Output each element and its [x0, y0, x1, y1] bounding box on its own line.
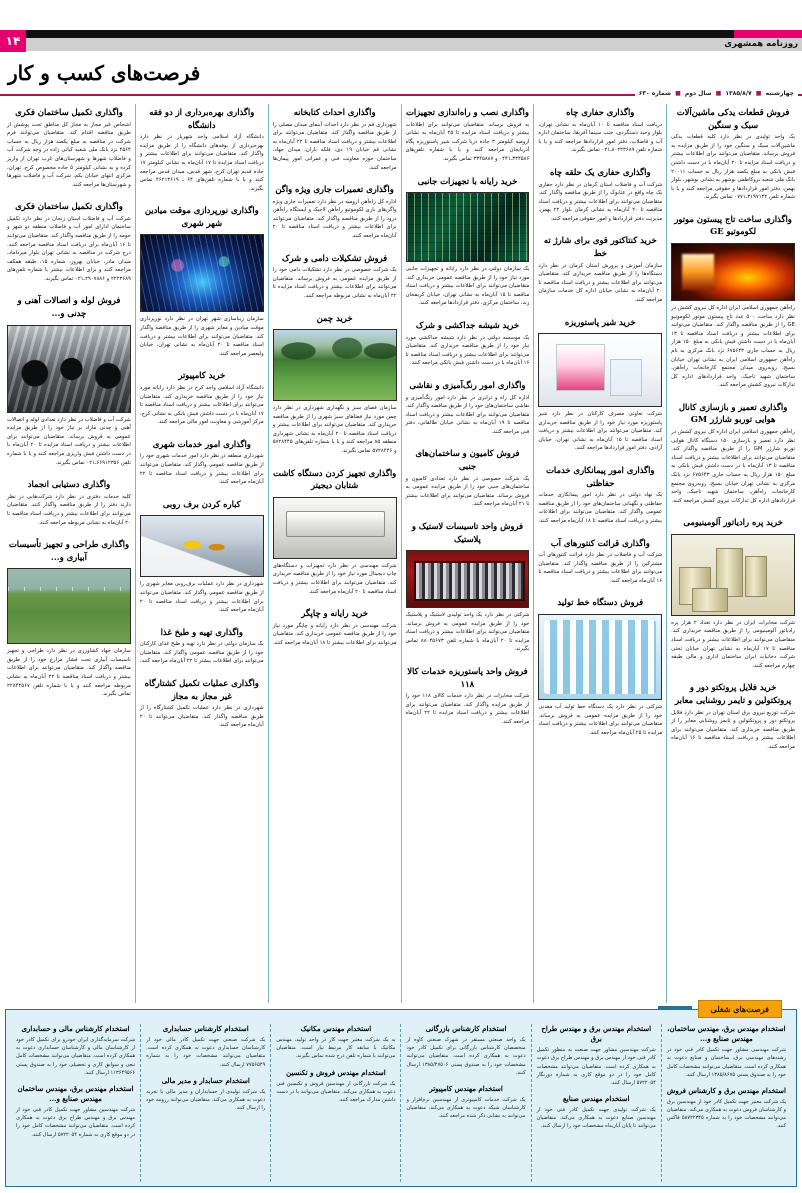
ad-body-text: یک سازمان دولتی در نظر دارد رایانه و تجهیزات جانبی مورد نیاز خود را از طریق مناقصه عمومی خریداری کند. متقاضیان می‌توانند برای اطلاعات بیشتر و دریافت اسناد مناقصه تا ۱۵ آبان‌ماه به نشانی تهران، خیابان کریمخان زند، ساختمان مرکزی، دفتر قراردادها مراجعه کنند.	[405, 266, 530, 307]
masthead-grey-rule	[0, 38, 802, 51]
column-1	[666, 104, 799, 1003]
classified-ad[interactable]	[140, 202, 264, 358]
ad-body-text: اداره کل راه‌آهن ارومیه در نظر دارد تعمیرات جاری ویژه واگن‌های باری لکوموتیو راه‌آهن لاجیک و ایستگاه راه‌آهن درود را از طریق مناقصه واگذار کند. متقاضیان می‌توانند برای اطلاعات بیشتر و دریافت اسناد مناقصه تا ۲۰ آبان‌ماه مراجعه کنند.	[272, 198, 397, 239]
page-number-badge: ۱۴	[0, 30, 26, 52]
job-listing[interactable]	[537, 1024, 656, 1087]
job-body-text: شرکت سرمایه‌گذاری ایران خودرو برای تکمیل کادر خود از کارشناسان مالی و کارشناسان حسابداری دعوت به همکاری کرده است. متقاضیان می‌توانند مشخصات کامل تبعی و سوابق کاری و تحصیلی خود را به صندوق پستی ۱۱۳۶۴۹۵۶۶ ارسال کنند.	[15, 1037, 136, 1076]
job-body-text: یک شرکت خدمات کامپیوتری از مهندسین نرم‌افزار و کارشناسان شبکه دعوت به همکاری می‌کند. متقاضیان می‌توانند به نشانی ذکر شده مراجعه کنند.	[406, 1096, 526, 1120]
printer-image	[274, 498, 396, 558]
job-column-4	[270, 1024, 400, 1182]
dateline-issue: شماره ۶۳۰	[638, 90, 671, 97]
ad-headline: واگذاری عملیات تکمیل کشتارگاه غیر مجاز به مجاز	[144, 678, 259, 701]
classified-ad[interactable]	[7, 104, 131, 189]
classified-ad[interactable]	[406, 663, 530, 727]
job-body-text: شرکت مهندسی مشاور جهت تکمیل کادر فنی خود در رشته‌های مهندسی برق، ساختمان و صنایع دعوت به همکاری کرده است. متقاضیان می‌توانند مشخصات کامل خود را به صندوق پستی ۱۳۸۵/۸۶۷۵ ارسال کنند.	[666, 1047, 786, 1078]
dateline-separator-2: ■	[715, 90, 722, 97]
job-headline: استخدام مهندس فروش و تکنسین	[286, 1067, 386, 1077]
ad-body-text: یک نهاد دولتی در نظر دارد امور پیمانکاری خدمات حفاظتی و نگهبانی ساختمان‌های خود را از طریق مناقصه عمومی واگذار کند. متقاضیان می‌توانند برای اطلاعات بیشتر و دریافت اسناد مناقصه تا ۱۸ آبان‌ماه مراجعه کنند.	[538, 492, 663, 524]
jobs-section-badge: فرصت‌های شغلی	[698, 1000, 782, 1018]
job-column-5	[140, 1024, 270, 1182]
job-headline: استخدام کارشناس بازرگانی	[425, 1024, 507, 1033]
ad-body-text: شرکت مهندسی در نظر دارد تجهیزات و دستگاه‌های چاپ دیجیتال مورد نیاز خود را از طریق مناقصه خریداری کند. متقاضیان می‌توانند برای اطلاعات بیشتر و دریافت اسناد مناقصه تا ۲۰ آبان‌ماه مراجعه کنند.	[272, 562, 397, 595]
job-listing[interactable]	[667, 1024, 786, 1079]
ad-headline: خرید کامپیوتر	[178, 370, 226, 381]
ad-headline: واگذاری امور پیمانکاری خدمات حفاظتی	[546, 465, 655, 488]
article-photo-steel-pipes	[7, 325, 131, 413]
job-body-text: یک شرکت بازرگانی از مهندسین فروش و تکنسین فنی دعوت به همکاری می‌کند. متقاضیان می‌توانند با در دست داشتن مدارک مراجعه کنند.	[276, 1080, 396, 1103]
ad-body-text: دانشگاه آزاد اسلامی واحد کرج در نظر دارد رایانه مورد نیاز خود را از طریق مناقصه خریداری کند. متقاضیان می‌توانند برای اطلاعات بیشتر و دریافت اسناد مناقصه تا ۱۷ آبان‌ماه با در دست داشتن فیش بانکی به نشانی کرج، مرکز آموزشی و معاونت امور مالی مراجعه کنند.	[139, 384, 264, 426]
article-photo-christmas-lights	[140, 234, 264, 312]
job-listing[interactable]	[16, 1084, 135, 1139]
masthead-black-rule	[0, 30, 802, 38]
classified-ad[interactable]	[538, 594, 662, 737]
classified-ad[interactable]	[671, 514, 795, 670]
ad-body-text: سازمان فضای سبز و نگهداری شهرداری در نظر دارد چمن مورد نیاز فضاهای سبز شهری را از طریق مناقصه خریداری کند. متقاضیان می‌توانند برای اطلاعات بیشتر و دریافت اسناد مناقصه تا ۲۰ آبان‌ماه به نشانی شهرداری منطقه ۸۵ مراجعه کنند و یا با شماره تلفن‌های ۵۷۲۸۴۴۵ و ۵۷۲۸۴۴۶ تماس بگیرند.	[272, 405, 397, 454]
job-body-text: یک شرکت تولیدی جهت تکمیل کادر فنی خود از مهندسین صنایع دعوت به همکاری می‌کند. متقاضیان می‌توانند تا پایان آبان‌ماه مشخصات خود را ارسال کنند.	[536, 1107, 656, 1130]
job-headline: استخدام مهندس مکانیک	[300, 1024, 372, 1033]
ad-headline: واگذاری تکمیل ساختمان فکری	[15, 201, 123, 212]
milk-glass-shape	[610, 359, 642, 396]
publication-logo-block	[734, 30, 802, 38]
ad-body-text: شرکت تعاونی مصرف کارکنان در نظر دارد شیر پاستوریزه مورد نیاز خود را از طریق مناقصه خریداری کند. متقاضیان می‌توانند برای اطلاعات بیشتر و دریافت اسناد مناقصه تا ۱۵ آبان‌ماه به نشانی تهران، خیابان آزادی، دفتر امور قراردادها مراجعه کنند.	[538, 411, 663, 452]
article-photo-milk-carton	[538, 333, 662, 407]
computer-board-image	[407, 193, 529, 261]
ad-body-text: شرکت مهندسی در نظر دارد رایانه و چاپگر مورد نیاز خود را از طریق مناقصه عمومی خریداری کند. متقاضیان می‌توانند برای اطلاعات بیشتر تا ۱۸ آبان‌ماه مراجعه کنند.	[272, 622, 397, 646]
ad-headline: خرید شیر پاستوریزه	[564, 316, 636, 327]
job-column-1	[661, 1024, 791, 1182]
ad-headline: فروش دستگاه خط تولید	[557, 597, 644, 608]
job-listing[interactable]	[276, 1024, 395, 1061]
tool-kit-image	[407, 551, 529, 607]
classified-ad[interactable]	[273, 104, 397, 172]
job-body-text: شرکت مهندسین مشاور جهت تکمیل کادر فنی خود از مهندس برق و مهندس طراح برق دعوت به همکاری کرده است. متقاضیان می‌توانند مشخصات کامل خود را در دو موقع کاری به شماره ۵۷۲۲۰۵۴ ارسال کنند.	[15, 1107, 136, 1138]
job-listing[interactable]	[16, 1024, 135, 1077]
ad-body-text: شرکت آب و فاضلاب استان کرمان در نظر دارد حفاری یک چاه واقع در عنابوک را از طریق مناقصه واگذار کند. متقاضیان می‌توانند برای اطلاعات بیشتر و دریافت اسناد مناقصه تا ۲۰ آبان‌ماه به نشانی کرمان بلوار ۲۲ بهمن، مدیریت دفتر قراردادها و امور حقوقی مراجعه کنند.	[538, 181, 663, 222]
classified-ad[interactable]	[671, 104, 795, 202]
jobs-badge-rule	[658, 1006, 692, 1009]
classified-ad[interactable]	[273, 605, 397, 647]
classified-ad[interactable]	[140, 367, 264, 427]
column-3	[401, 104, 534, 1003]
classified-ad[interactable]	[406, 173, 530, 309]
classified-ad[interactable]	[7, 476, 131, 527]
ad-headline: کباره کردن برف روبی	[162, 498, 241, 509]
ad-headline: واگذاری ساخت تاج پیستون موتور لکوموتیو GE	[674, 213, 792, 237]
ad-headline: فروش قطعات یدکی ماشین‌آلات سبک و سنگین	[676, 107, 790, 130]
job-headline: استخدام مهندس کامپیوتر	[429, 1083, 503, 1093]
job-headline: استخدام کارشناس مالی و حسابداری	[21, 1024, 130, 1033]
classified-ad[interactable]	[538, 462, 662, 526]
christmas-lights-image	[141, 235, 263, 311]
ad-body-text: شرکت آب و فاضلاب در نظر دارد تعدادی لوله و اتصالات آهنی و چدنی مازاد بر نیاز خود را از طریق مزایده عمومی به فروش برساند. متقاضیان می‌توانند برای اطلاعات بیشتر و دریافت اسناد مزایده تا ۲۰ آبان‌ماه با در دست داشتن فیش واریزی مراجعه کنند و یا با شماره تلفن ۶۶۹۱۲۳۵۶ـ۰۲۱ تماس بگیرند.	[7, 416, 131, 466]
dateline-weekday: چهارشنبه	[765, 90, 794, 97]
snow-plow-image	[141, 516, 263, 576]
ad-headline: واگذاری بهره‌برداری از دو فقه دانشگاه	[149, 107, 255, 130]
water-bottles-image	[539, 615, 661, 699]
job-body-text: یک واحد صنعتی مستقر در شهرک صنعتی کاوه از متخصصان کارشناس بازرگانی برای تکمیل کادر خود دعوت به همکاری کرده است. متقاضیان می‌توانند مشخصات خود را به صندوق پستی ۱۳۸۵/۴۷۵۰۶ ارسال کنند.	[406, 1037, 526, 1076]
classified-ad[interactable]	[7, 536, 131, 699]
ad-headline: واگذاری احداث کتابخانه	[293, 107, 376, 117]
ad-body-text: دانشگاه آزاد اسلامی واحد شهریار در نظر دارد بهره‌برداری از بوفه‌های دانشگاه را از طریق مزایده واگذار کند. متقاضیان می‌توانند برای اطلاعات بیشتر و دریافت اسناد مزایده تا ۱۷ آبان‌ماه به نشانی کیلومتر ۱۷ جاده قدیم تهران کرج، شهر قدس، میدان قدس مراجعه کنند و یا با شماره تلفن‌های ۶۴ ـ ۴۶۲۱۳۶۱۹ تماس بگیرند.	[139, 134, 264, 192]
job-listing[interactable]	[406, 1084, 525, 1121]
ad-body-text: یک موسسه دولتی در نظر دارد شیشه جداکشی مورد نیاز خود را از طریق مناقصه خریداری کند. متقاضیان می‌توانند برای اطلاعات بیشتر و دریافت اسناد مناقصه تا ۱۶ آبان‌ماه با در دست داشتن فیش بانکی مراجعه کنند.	[405, 334, 530, 367]
ad-headline: خرید رایانه با تجهیزات جانبی	[417, 175, 518, 186]
classified-ad[interactable]	[406, 518, 530, 654]
classified-ad[interactable]	[140, 104, 264, 193]
ad-body-text: سازمان آموزش و پرورش استان کرمان در نظر دارد دستگاه‌ها را از طریق مناقصه خریداری کند. متقاضیان می‌توانند برای اطلاعات بیشتر و دریافت اسناد مناقصه تا ۲۰ آبان‌ماه به نشانی خیابان اداره کل خدمات سازمان مراجعه کنند.	[538, 262, 663, 303]
article-photo-tool-kit	[406, 550, 530, 608]
article-columns	[0, 100, 802, 1003]
dateline-separator-3: ■	[675, 90, 681, 97]
ad-headline: واگذاری طراحی و تجهیز تأسیسات آبیاری و...	[8, 539, 130, 562]
dateline-separator-1: ■	[755, 90, 762, 97]
grass-field-image	[274, 330, 396, 400]
job-headline: استخدام حسابدار و مدیر مالی	[161, 1075, 250, 1085]
ad-body-text: سازمان جهاد کشاورزی در نظر دارد طراحی و تجهیز تاسیسات آبیاری تحت فشار مزارع خود را از طریق مناقصه واگذار کند. متقاضیان می‌توانند برای اطلاعات بیشتر و دریافت اسناد مناقصه تا ۲۲ آبان‌ماه به نشانی مربوطه مراجعه کنند و یا با شماره تلفن ۲۲۸۴۴۵۶۷ تماس بگیرند.	[7, 648, 131, 698]
page-title: فرصت‌های کسب و کار	[8, 61, 201, 85]
classified-ad[interactable]	[406, 317, 530, 368]
milk-carton-image	[539, 334, 661, 406]
job-headline: استخدام مهندس برق و کارشناس فروش	[666, 1085, 786, 1095]
classified-ad[interactable]	[538, 232, 662, 304]
job-listing[interactable]	[406, 1024, 525, 1077]
job-listing[interactable]	[537, 1094, 656, 1131]
ad-headline: واگذاری حفاری چاه	[566, 107, 635, 117]
ad-body-text: یک شرکت خصوصی در نظر دارد تعدادی کامیون و ساختمان‌های جنبی خود را از طریق مزایده عمومی به فروش برساند. متقاضیان می‌توانند برای اطلاعات بیشتر تا ۲۱ آبان‌ماه مراجعه کنند.	[405, 475, 530, 508]
job-body-text: یک شرکت معتبر جهت تکمیل کادر خود از مهندسین برق و کارشناسان فروش دعوت به همکاری می‌کند. متقاضیان می‌توانند مشخصات خود را به شماره ۵۸۷۲۲۳۴۵ فاکس کنند.	[666, 1098, 787, 1130]
job-body-text: شرکت مهندسین مشاور جهت صنعت به منظور تکمیل کادر فنی خود از مهندس برق و مهندس طراح برق دعوت به همکاری کرده است. متقاضیان می‌توانند مشخصات کامل خود را در دو موقع کاری به شماره دورنگار ۵۷۲۲۰۵۴ ارسال کنند.	[536, 1047, 656, 1086]
job-headline: استخدام مهندس برق، مهندس ساختمان، مهندس صنایع و...	[667, 1024, 786, 1044]
column-6	[3, 104, 135, 1003]
ad-body-text: راه‌آهن جمهوری اسلامی ایران اداره کل نیروی کشش در نظر دارد تعمیر و بازسازی ۱۵۰ دستگاه کانال هوایی توربو شارژر GM را از طریق مناقصه واگذار کند. متقاضیان می‌توانند برای اطلاعات بیشتر و دریافت اسناد مناقصه تا ۱۳ آبان‌ماه با در دست داشتن فیش بانکی به مبلغ ۱۵۰ هزار ریال به حساب جاری ۶۷۵۶۴۳ نزد بانک مرکزی به نشانی تهران خیابان بسیج، روبه‌روی مجتمع کارخانجات راه‌آهن، ساختمان شهید تاجیک، واحد قراردادهای اداره کل تدارکات نیروی کشش مراجعه کنند.	[671, 429, 796, 504]
ad-body-text: شرکت توزیع نیروی برق استان تهران در نظر دارد فلایل پروتکتو دور و پروتکتولین و تایمر روشنایی معابر را از طریق مناقصه خریداری کند. متقاضیان می‌توانند برای اطلاعات بیشتر و دریافت اسناد مناقصه تا ۱۶ آبان‌ماه مراجعه کنند.	[671, 709, 795, 750]
classified-ad[interactable]	[7, 198, 131, 283]
job-body-text: یک شرکت صنعتی جهت تکمیل کادر مالی خود از کارشناسان حسابداری دعوت به همکاری کرده است. متقاضیان می‌توانند مشخصات خود را به شماره ۷۷۵۶۵۴۹ ارسال کنند.	[146, 1037, 266, 1068]
classified-ad[interactable]	[140, 624, 264, 666]
classified-ad[interactable]	[273, 310, 397, 456]
job-listing[interactable]	[276, 1068, 395, 1105]
classified-ad[interactable]	[140, 675, 264, 730]
classified-ad[interactable]	[406, 377, 530, 437]
classified-ad[interactable]	[538, 535, 662, 586]
ad-body-text: سازمان زیباسازی شهر تهران در نظر دارد نورپردازی موقت میادین و معابر شهری را از طریق مناقصه واگذار کند. متقاضیان می‌توانند برای اطلاعات بیشتر و دریافت اسناد مناقصه تا ۲۰ آبان‌ماه به نشانی تهران، خیابان ولیعصر مراجعه کنند.	[139, 316, 264, 357]
article-photo-water-bottles	[538, 614, 662, 700]
radiator-fin-3	[745, 556, 767, 598]
masthead	[0, 0, 802, 58]
job-listing[interactable]	[667, 1086, 786, 1131]
job-body-text: یک شرکت تولیدی از حسابداران و مدیر مالی با تجربه دعوت به همکاری می‌کند. متقاضیان می‌توانند رزومه خود را ارسال کنند.	[146, 1088, 266, 1112]
ad-headline: واگذاری تعمیرات جاری ویژه واگن	[275, 184, 394, 195]
classified-ad[interactable]	[406, 104, 530, 164]
ad-body-text: شهرداری منطقه در نظر دارد امور خدمات شهری خود را از طریق مناقصه عمومی واگذار کند. متقاضیان می‌توانند برای اطلاعات بیشتر و دریافت اسناد مناقصه تا ۲۲ آبان‌ماه مراجعه کنند.	[139, 453, 264, 486]
column-5	[135, 104, 268, 1003]
job-listing[interactable]	[146, 1076, 265, 1113]
classified-ad[interactable]	[273, 465, 397, 597]
article-photo-snow-plow	[140, 515, 264, 577]
ad-body-text: اشخاص غیر مجاز به مجاز کل مناطق تحت پوشش از طریق مناقصه اقدام کند. متقاضیان می‌توانند فرم شرکت در مناقصه به مبلغ یکصد هزار ریال به حساب ۴۵۶۴ نزد بانک ملی شعبه کیانی زاده در وجه شرکت آب و فاضلاب شهرها و شهرستان‌های غرب تهران از واریز کرده و به نشانی کیلومتر ۵ جاده مخصوص کرج، تهران، مرکزی انتهای خیابان یکم، شرکت آب و فاضلاب شهرها و شهرستان‌ها مراجعه کنند.	[7, 121, 131, 188]
ad-headline: واگذاری تهیه و طبخ غذا	[160, 626, 243, 637]
classified-ad[interactable]	[538, 314, 662, 454]
ad-headline: خرید شیشه جداکشی و شرک	[415, 320, 520, 330]
ad-headline: واگذاری دستیابی انجماد	[27, 479, 111, 490]
aluminium-radiator-image	[672, 535, 794, 615]
ad-headline: واگذاری امور رنگ‌آمیزی و نقاشی	[409, 379, 526, 390]
ad-headline: خرید چمن	[316, 312, 353, 323]
ad-headline: واگذاری تکمیل ساختمان فکری	[15, 107, 123, 117]
ad-headline: فروش واحد تاسیسات لاستیک و پلاستیک	[411, 520, 524, 544]
ad-body-text: یک واحد تولیدی در نظر دارد کلیه قطعات یدکی ماشین‌آلات سبک و سنگین خود را از طریق مزایده به فروش برساند. متقاضیان می‌توانند برای اطلاعات بیشتر و دریافت اسناد مزایده تا ۲۰ آبان‌ماه با در دست داشتن فیش بانکی به مبلغ یکصد هزار ریال به حساب ۲۰۰۱۱ بانک ملی شعبه بروکاظمی بوشهر به نشانی بوشهر، بلوار بهمن، دفتر امور قراردادها و حقوقی مراجعه کنند و یا با شماره تلفن ۳۱۹۷۱۳۲ـ۰۷۷۱ تماس بگیرند.	[671, 134, 796, 201]
dateline-date: ۱۳۸۵/۸/۷	[725, 90, 752, 97]
article-photo-grass-field	[273, 329, 397, 401]
article-photo-industrial-furnace	[671, 243, 795, 301]
dateline-bar	[0, 88, 802, 100]
ad-body-text: شهرداری در نظر دارد عملیات برف‌روبی معابر شهری را از طریق مناقصه عمومی واگذار کند. متقاضیان می‌توانند برای اطلاعات بیشتر و دریافت اسناد مناقصه تا ۲۰ آبان‌ماه مراجعه کنند.	[139, 581, 264, 614]
job-column-6	[11, 1024, 140, 1182]
classified-ad[interactable]	[406, 445, 530, 509]
classified-ad[interactable]	[273, 181, 397, 241]
classified-ad[interactable]	[538, 104, 662, 155]
job-listing[interactable]	[146, 1024, 265, 1069]
job-column-3	[400, 1024, 530, 1182]
ad-headline: واگذاری قرائت کنتورهای آب	[550, 537, 650, 548]
job-headline: استخدام مهندس صنایع	[563, 1093, 630, 1103]
article-photo-computer-board	[406, 192, 530, 262]
ad-headline: واگذاری تجهیز کردن دستگاه کاشت شتابان دیجیتر	[273, 467, 397, 491]
classified-ad[interactable]	[538, 164, 662, 224]
classified-ad[interactable]	[7, 292, 131, 467]
classified-ad[interactable]	[273, 250, 397, 301]
ad-body-text: شرکتی در نظر دارد یک واحد تولیدی لاستیک و پلاستیک خود را از طریق مزایده عمومی به فروش برساند. متقاضیان می‌توانند برای اطلاعات بیشتر و دریافت اسناد مزایده تا ۲۰ آبان‌ماه با شماره تلفن ۸۸۰۴۵۶۷۳ تماس بگیرند.	[405, 612, 530, 653]
ad-headline: فروش تشکیلات دامی و شرک	[282, 252, 388, 263]
dateline	[635, 88, 798, 100]
ad-body-text: شرکتی در نظر دارد یک دستگاه خط تولید آب معدنی خود را از طریق مزایده عمومی به فروش برساند. متقاضیان می‌توانند برای اطلاعات بیشتر و دریافت اسناد مزایده تا ۲۵ آبان‌ماه مراجعه کنند.	[538, 704, 663, 736]
ad-headline: فروش لوله و اتصالات آهنی و چدنی و...	[17, 295, 121, 319]
job-headline: استخدام مهندس برق، مهندس ساختمان مهندس صنایع و...	[17, 1083, 134, 1103]
ad-body-text: اداره کل راه و ترابری در نظر دارد امور رنگ‌آمیزی و نقاشی ساختمان‌های خود را از طریق مناقصه واگذار کند. متقاضیان می‌توانند برای اطلاعات بیشتر و دریافت اسناد مناقصه تا ۱۹ آبان‌ماه به نشانی خیابان طالقانی، دفتر فنی مراجعه کنند.	[405, 394, 530, 435]
job-column-2	[531, 1024, 661, 1182]
classified-ad[interactable]	[140, 436, 264, 487]
ad-body-text: دریافت اسناد مناقصه تا ۱۰ آبان‌ماه به نشانی تهران، بلوار وحید دستگردی، جنب سینما آفریقا، ساختمان اداره آب و فاضلاب، دفتر امور قراردادها مراجعه کنند و یا با شماره تلفن ۸۰۲۲۳۶۸۹ـ۰۲۱ تماس بگیرند.	[538, 121, 663, 154]
classified-ad[interactable]	[671, 679, 795, 751]
ad-body-text: شرکت آب و فاضلاب در نظر دارد قرائت کنتورهای آب مشترکین را از طریق مناقصه واگذار کند. متقاضیان می‌توانند برای اطلاعات بیشتر و دریافت اسناد مناقصه تا ۱۶ آبان‌ماه مراجعه کنند.	[538, 552, 663, 584]
ad-body-text: یک سازمان دولتی در نظر دارد تهیه و طبخ غذای کارکنان خود را از طریق مناقصه عمومی واگذار کند. متقاضیان می‌توانند برای اطلاعات بیشتر تا ۲۲ آبان‌ماه مراجعه کنند.	[139, 641, 264, 665]
classified-ad[interactable]	[671, 399, 795, 505]
ad-body-text: شهرداری قم در نظر دارد احداث آبنمای میدان مصلی را از طریق مناقصه واگذار کند. متقاضیان می‌توانند برای اطلاعات بیشتر و دریافت اسناد مناقصه تا ۲۲ آبان‌ماه به نشانی قم خیابان ۱۹ دی، فلکه باران، میدان جهاد، ساختمان حوزه معاونت فنی و عمرانی امور پیمان‌ها مراجعه کنند.	[272, 121, 397, 171]
job-opportunities-section	[5, 1004, 797, 1187]
column-4	[268, 104, 401, 1003]
ad-headline: واگذاری نورپردازی موقت میادین شهر شهری	[144, 205, 259, 228]
ad-headline: فروش واحد پاستوریزه خدمات کالا ۱۱۸	[407, 666, 528, 689]
article-photo-printer	[273, 497, 397, 559]
ad-headline: واگذاری امور خدمات شهری	[152, 438, 251, 449]
publication-logo-text: روزنامه همشهری	[724, 39, 798, 49]
ad-body-text: شهرداری در نظر دارد عملیات تکمیل کشتارگاه را از طریق مناقصه واگذار کند. متقاضیان می‌توانند تا ۲۰ آبان‌ماه مراجعه کنند.	[139, 705, 264, 729]
ad-body-text: به فروش برساند. متقاضیان می‌توانند برای اطلاعات بیشتر و دریافت اسناد مزایده تا ۲۵ آبان‌ماه به نشانی ارومیه کیلومتر ۳ جاده دریا شرکت شیر پاستوریزه پگاه آذربایجان مراجعه کنند و یا با شماره تلفن‌های ۳۳۴۵۸۶ـ۰۴۴۱ و ۳۳۴۵۸۸۷ تماس بگیرند.	[405, 121, 530, 162]
ad-body-text: شرکت مخابرات ایران در نظر دارد تعداد ۲ هزار پره رادیاتور آلومینیومی را از طریق مناقصه خریداری کند. متقاضیان می‌توانند برای اطلاعات بیشتر و دریافت اسناد مناقصه تا ۱۷ آبان‌ماه به نشانی تهران خیابان تختی شرکت دخانیات ایران ساختمان اداری و مالی طبقه چهارم مراجعه کنند.	[671, 619, 795, 669]
column-2	[533, 104, 666, 1003]
dateline-year: سال دوم	[684, 90, 712, 97]
radiator-fin-4	[692, 588, 729, 612]
irrigation-field-image	[8, 569, 130, 643]
steel-pipes-image	[8, 326, 130, 412]
ad-headline: واگذاری حفاری یک حلقه چاه	[549, 166, 651, 177]
ad-body-text: شرکت مخابرات در نظر دارد خدمات کالای ۱۱۸ خود را از طریق مزایده واگذار کند. متقاضیان می‌توانند برای اطلاعات بیشتر و دریافت اسناد مزایده تا ۲۲ آبان‌ماه مراجعه کنند.	[405, 693, 530, 726]
industrial-furnace-image	[672, 244, 794, 300]
ad-body-text: شرکت آب و فاضلاب استان زنجان در نظر دارد تکمیل ساختمان ادارای امور آب و فاضلاب منطقه دو شهر و حومه را از طریق مناقصه واگذار کند. متقاضیان می‌توانند تا ۱۶ آبان‌ماه برای دریافت اسناد مناقصه مراجعه کنند. درج شرکت در مناقصه به نشانی تهران بلوار میرداماد، میدان مادر، خیابان بهروز، شماره ۱۵، طبقه همکف مراجعه کنند و برای اطلاعات بیشتر با شماره تلفن‌های ۲۲۲۳۶۸۹ و ۲۹۰۷۸۸۶ـ۰۲۱ تماس بگیرند.	[7, 215, 131, 282]
job-body-text: به یک شرکت معتبر جهت کار در واحد تولید، مهندس مکانیک با سابقه کار مرتبط نیاز است. متقاضیان می‌توانند با شماره تلفن درج شده تماس بگیرند.	[276, 1037, 396, 1060]
ad-headline: خرید رایانه و چاپگر	[301, 608, 368, 619]
classified-ad[interactable]	[140, 496, 264, 615]
ad-body-text: یک شرکت خصوصی در نظر دارد تشکیلات دامی خود را از طریق مزایده عمومی به فروش برساند. متقاضیان می‌توانند برای اطلاعات بیشتر و دریافت اسناد مزایده تا ۲۲ آبان‌ماه به نشانی مربوطه مراجعه کنند.	[272, 267, 397, 299]
ad-headline: خرید فلایل پروتکتو دور و پروتکتولین و تایمر روشنایی معابر	[675, 682, 792, 705]
ad-headline: فروش کامیون و ساختمان‌های جنبی	[415, 448, 520, 472]
article-photo-irrigation-field	[7, 568, 131, 644]
job-columns	[11, 1024, 791, 1182]
ad-body-text: راه‌آهن جمهوری اسلامی ایران اداره کل نیروی کشش در نظر دارد ساخت ۵۰۰ عدد تاج پیستون موتور لکوموتیو GE را از طریق مناقصه واگذار کند. متقاضیان می‌توانند برای اطلاعات بیشتر و دریافت اسناد مناقصه تا ۱۳ آبان‌ماه با در دست داشتن فیش بانکی به مبلغ ۱۵۰ هزار ریال به حساب جاری ۶۷۵۶۴۳ نزد بانک مرکزی به نام راه‌آهن جمهوری اسلامی ایران به نشانی تهران خیابان بسیج، روبه‌روی میدان مجتمع کارخانجات راه‌آهن، ساختمان شهید تاجیک، واحد قراردادهای اداره کل تدارکات نیروی کشش مراجعه کنند.	[671, 305, 796, 389]
job-headline: استخدام مهندس برق و مهندس طراح برق	[541, 1024, 652, 1044]
article-photo-aluminium-radiator	[671, 534, 795, 616]
ad-headline: خرید کنتاکتور قوی برای شارژ ته خط	[543, 235, 657, 259]
ad-headline: خرید پره رادیاتور آلومینیومی	[683, 517, 783, 528]
ad-headline: واگذاری تعمیر و بازسازی کانال هوایی توربو شارژر GM	[678, 401, 788, 425]
ad-headline: واگذاری نصب و راه‌اندازی تجهیزات	[405, 107, 529, 117]
classified-ad[interactable]	[671, 211, 795, 390]
job-headline: استخدام کارشناس حسابداری	[162, 1024, 249, 1033]
ad-body-text: کلیه خدمات دفتری در نظر دارد شرکت‌هایی در نظر دارند دفتر را از طریق مناقصه واگذار کنند. متقاضیان می‌توانند برای اطلاعات بیشتر و دریافت اسناد مناقصه تا ۲۰ آبان‌ماه به نشانی مربوطه مراجعه کنند.	[7, 493, 131, 526]
